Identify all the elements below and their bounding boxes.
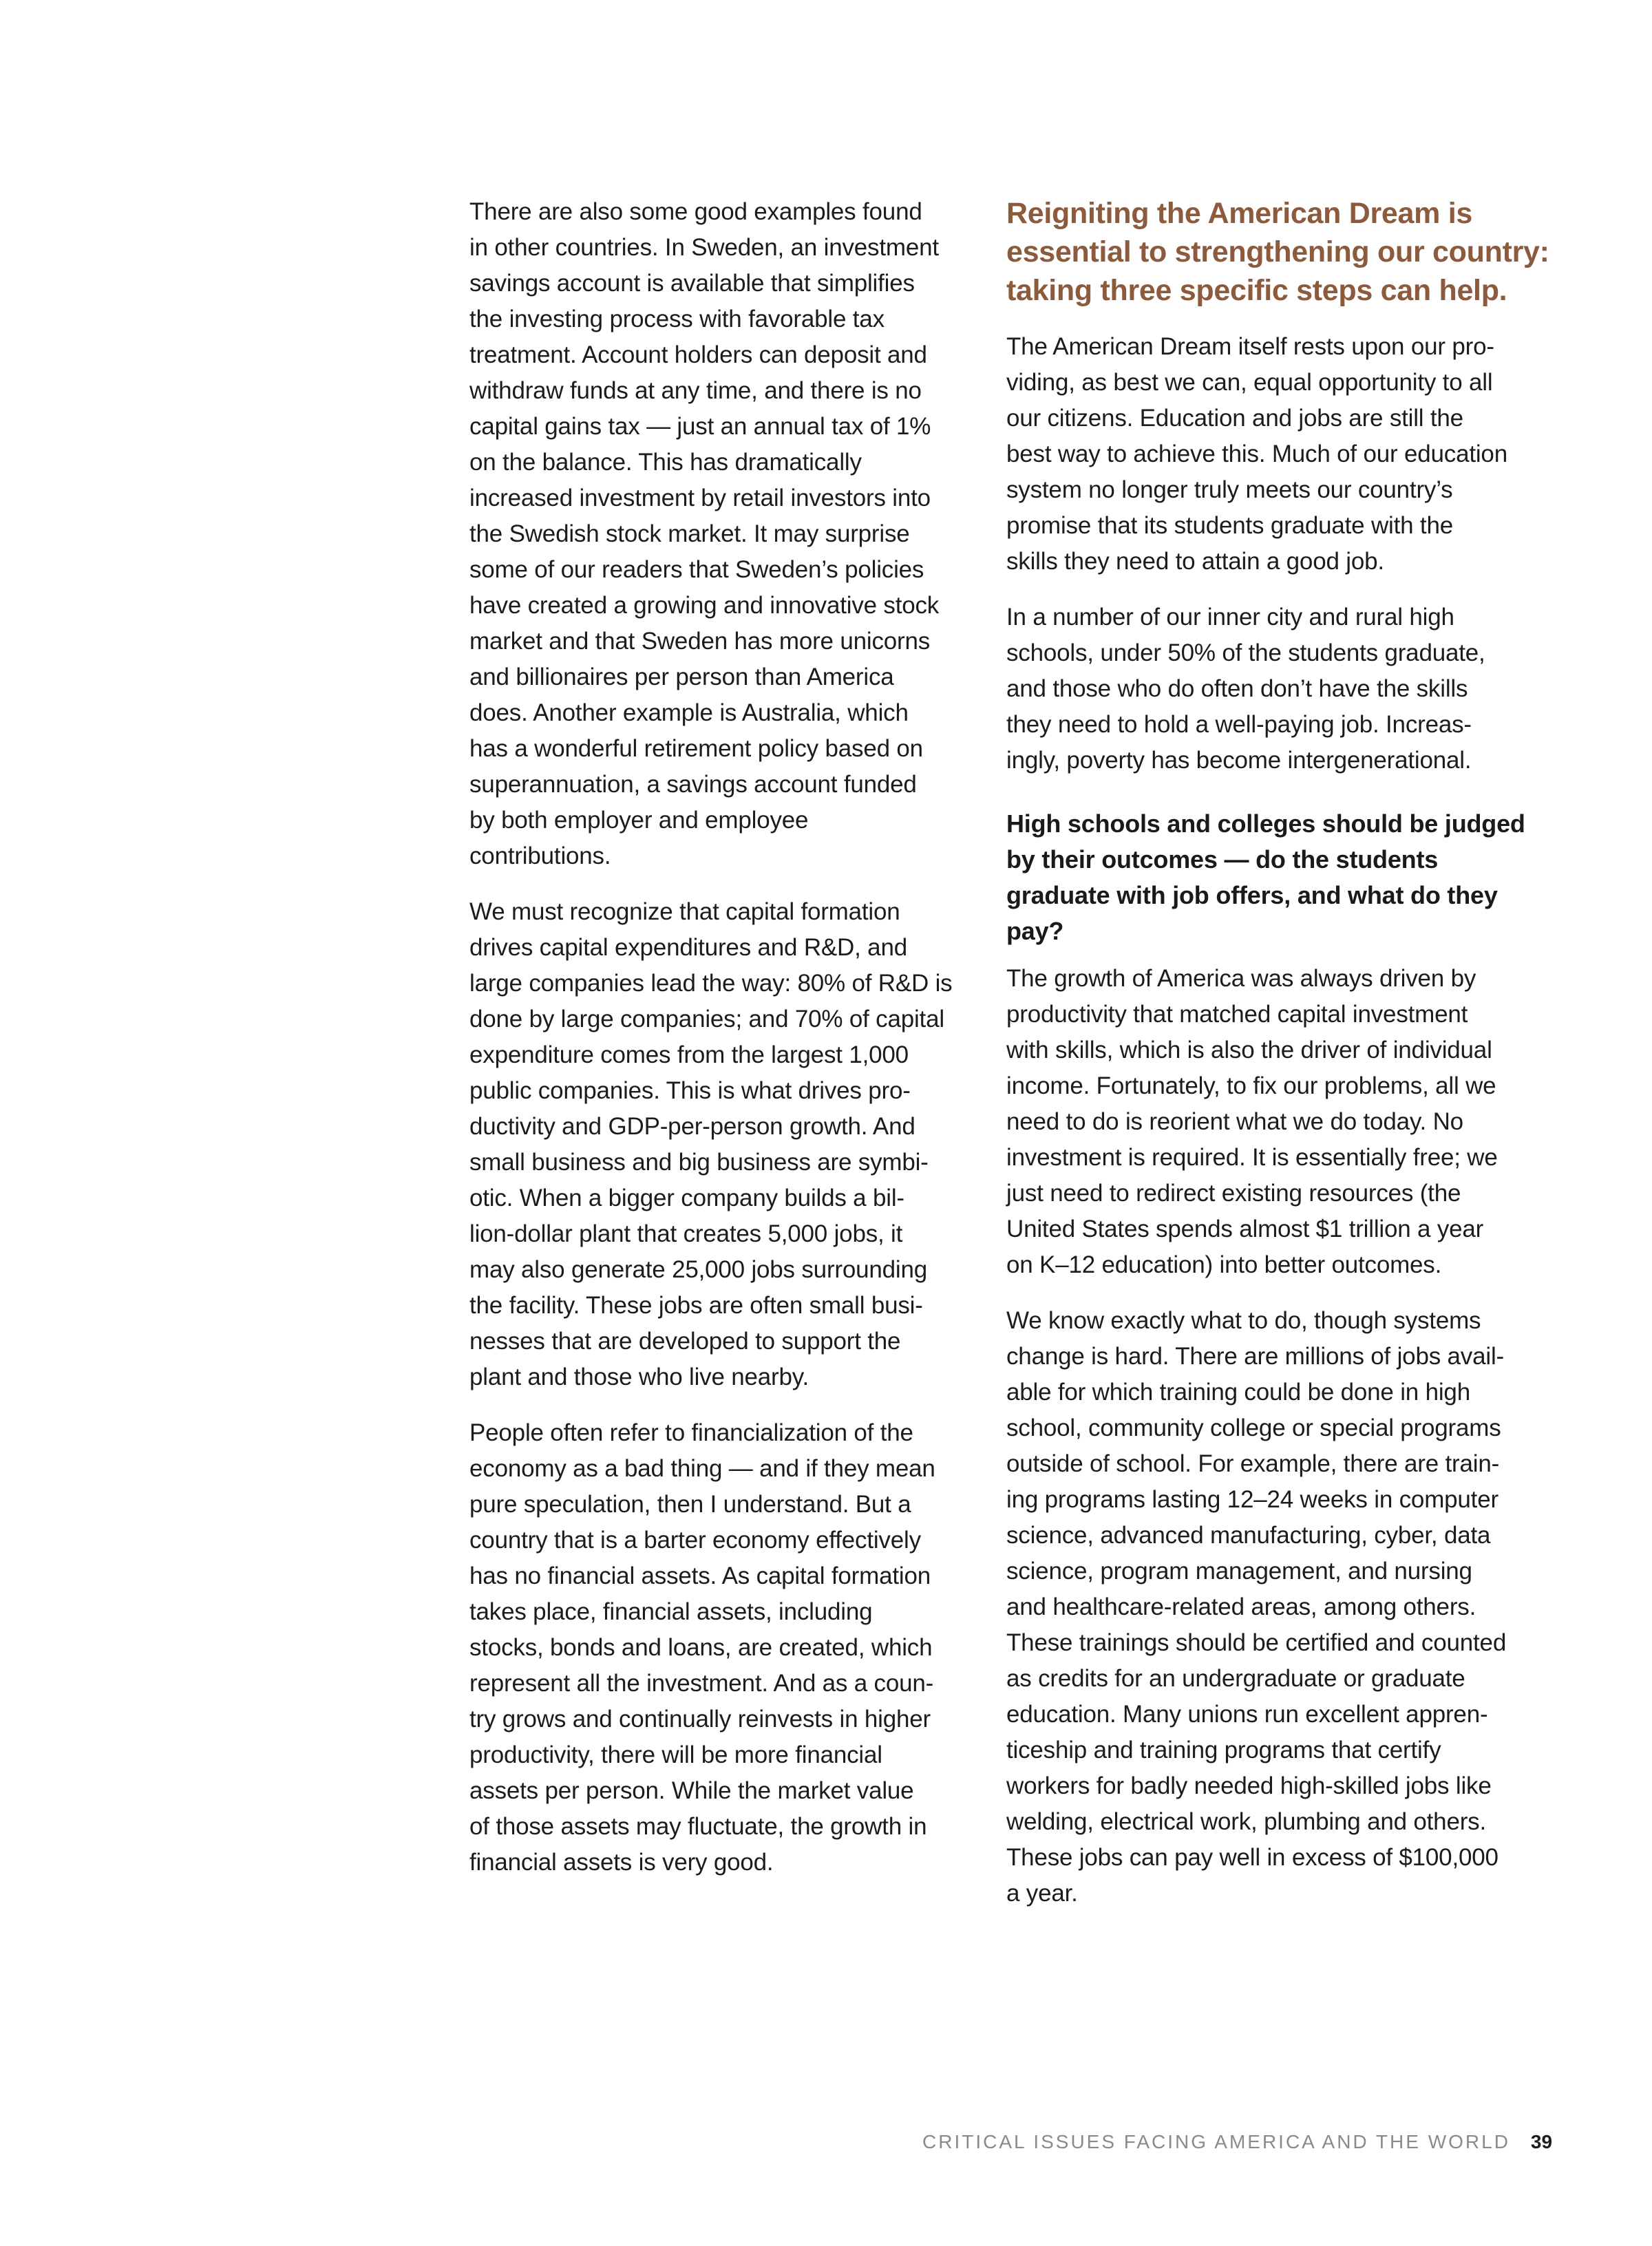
text-line: try grows and continually reinvests in higher — [469, 1706, 931, 1733]
left-text-column — [469, 194, 972, 1900]
text-line: and healthcare-related areas, among others. — [1006, 1593, 1476, 1620]
text-line: the Swedish stock market. It may surprise — [469, 520, 910, 547]
text-line: viding, as best we can, equal opportunity to all — [1006, 369, 1493, 396]
text-line: schools, under 50% of the students graduate, — [1006, 639, 1485, 666]
text-line: expenditure comes from the largest 1,000 — [469, 1041, 909, 1068]
text-line: market and that Sweden has more unicorns — [469, 628, 931, 655]
text-line: need to do is reorient what we do today. No — [1006, 1108, 1463, 1135]
text-line: stocks, bonds and loans, are created, which — [469, 1634, 933, 1661]
body-paragraph — [1006, 1303, 1543, 1911]
text-line: income. Fortunately, to fix our problems, all we — [1006, 1072, 1496, 1099]
text-line: In a number of our inner city and rural high — [1006, 604, 1454, 631]
text-line: some of our readers that Sweden’s policies — [469, 556, 924, 583]
text-line: withdraw funds at any time, and there is no — [469, 377, 922, 404]
text-line: skills they need to attain a good job. — [1006, 548, 1384, 575]
text-line: able for which training could be done in high — [1006, 1379, 1470, 1406]
bold-subheading — [1006, 806, 1543, 949]
text-line: on K–12 education) into better outcomes. — [1006, 1251, 1442, 1278]
text-line: does. Another example is Australia, which — [469, 699, 909, 726]
text-line: may also generate 25,000 jobs surrounding — [469, 1256, 928, 1283]
body-paragraph — [1006, 600, 1543, 778]
text-line: These trainings should be certified and counted — [1006, 1629, 1507, 1656]
text-line: system no longer truly meets our country’s — [1006, 476, 1453, 503]
text-line: in other countries. In Sweden, an investment — [469, 234, 939, 261]
text-line: We know exactly what to do, though systems — [1006, 1307, 1481, 1334]
text-line: small business and big business are symbi- — [469, 1149, 929, 1176]
text-line: represent all the investment. And as a coun- — [469, 1670, 934, 1697]
text-line: workers for badly needed high-skilled jobs like — [1006, 1772, 1492, 1799]
text-line: best way to achieve this. Much of our education — [1006, 441, 1507, 467]
text-line: The growth of America was always driven by — [1006, 965, 1476, 992]
text-line: Reigniting the American Dream is — [1006, 197, 1472, 230]
text-line: ductivity and GDP-per-person growth. And — [469, 1113, 915, 1140]
text-line: essential to strengthening our country: — [1006, 235, 1549, 268]
body-paragraph — [469, 894, 972, 1395]
text-line: country that is a barter economy effectively — [469, 1527, 921, 1554]
text-line: The American Dream itself rests upon our pro- — [1006, 333, 1494, 360]
text-line: as credits for an undergraduate or graduate — [1006, 1665, 1465, 1692]
text-line: have created a growing and innovative stock — [469, 592, 940, 619]
text-line: our citizens. Education and jobs are still the — [1006, 405, 1463, 432]
text-line: ing programs lasting 12–24 weeks in computer — [1006, 1486, 1499, 1513]
text-line: otic. When a bigger company builds a bil- — [469, 1185, 904, 1211]
text-line: and those who do often don’t have the skills — [1006, 675, 1468, 702]
text-line: increased investment by retail investors into — [469, 485, 931, 511]
section-headline — [1006, 194, 1549, 310]
text-line: large companies lead the way: 80% of R&D is — [469, 970, 953, 997]
text-line: People often refer to financialization of the — [469, 1419, 913, 1446]
text-line: a year. — [1006, 1880, 1078, 1907]
text-line: of those assets may fluctuate, the growth in — [469, 1813, 927, 1840]
text-line: economy as a bad thing — and if they mean — [469, 1455, 935, 1482]
text-line: takes place, financial assets, including — [469, 1598, 873, 1625]
text-line: productivity that matched capital investment — [1006, 1001, 1468, 1028]
text-line: These jobs can pay well in excess of $100,000 — [1006, 1844, 1499, 1871]
text-line: and billionaires per person than America — [469, 664, 894, 690]
text-line: superannuation, a savings account funded — [469, 771, 917, 798]
text-line: lion-dollar plant that creates 5,000 jobs, it — [469, 1220, 903, 1247]
text-line: school, community college or special programs — [1006, 1415, 1501, 1441]
text-line: the investing process with favorable tax — [469, 306, 885, 332]
text-line: taking three specific steps can help. — [1006, 274, 1507, 307]
text-line: investment is required. It is essentially free; we — [1006, 1144, 1498, 1171]
text-line: they need to hold a well-paying job. Increas- — [1006, 711, 1472, 738]
text-line: outside of school. For example, there are train- — [1006, 1450, 1500, 1477]
body-paragraph — [469, 194, 972, 874]
page-number: 39 — [1530, 2131, 1553, 2152]
text-line: contributions. — [469, 843, 611, 869]
text-line: has no financial assets. As capital formation — [469, 1562, 931, 1589]
text-line: assets per person. While the market value — [469, 1777, 914, 1804]
text-line: welding, electrical work, plumbing and others. — [1006, 1808, 1486, 1835]
text-line: done by large companies; and 70% of capital — [469, 1006, 944, 1032]
text-line: United States spends almost $1 trillion a year — [1006, 1216, 1484, 1242]
text-line: science, advanced manufacturing, cyber, data — [1006, 1522, 1491, 1549]
text-line: just need to redirect existing resources (the — [1006, 1180, 1461, 1207]
text-line: promise that its students graduate with the — [1006, 512, 1453, 539]
text-line: capital gains tax — just an annual tax of 1% — [469, 413, 931, 440]
text-line: has a wonderful retirement policy based on — [469, 735, 923, 762]
text-line: the facility. These jobs are often small busi- — [469, 1292, 923, 1319]
text-line: pay? — [1006, 917, 1064, 945]
text-line: change is hard. There are millions of jobs avail- — [1006, 1343, 1504, 1370]
text-line: savings account is available that simplifies — [469, 270, 915, 297]
text-line: ingly, poverty has become intergenerational. — [1006, 747, 1472, 774]
page-footer — [922, 2130, 1553, 2154]
text-line: drives capital expenditures and R&D, and — [469, 934, 907, 961]
body-paragraph — [469, 1415, 972, 1881]
text-line: with skills, which is also the driver of individual — [1006, 1037, 1492, 1063]
body-paragraph — [1006, 961, 1543, 1283]
text-line: nesses that are developed to support the — [469, 1328, 901, 1355]
text-line: We must recognize that capital formation — [469, 898, 900, 925]
text-line: graduate with job offers, and what do they — [1006, 881, 1498, 909]
text-line: on the balance. This has dramatically — [469, 449, 862, 476]
text-line: treatment. Account holders can deposit and — [469, 341, 927, 368]
text-line: by their outcomes — do the students — [1006, 845, 1439, 873]
body-paragraph — [1006, 329, 1543, 580]
text-line: public companies. This is what drives pro- — [469, 1077, 911, 1104]
text-line: plant and those who live nearby. — [469, 1364, 809, 1390]
right-text-column — [1006, 194, 1549, 1931]
text-line: ticeship and training programs that certify — [1006, 1737, 1441, 1763]
text-line: High schools and colleges should be judged — [1006, 809, 1525, 838]
text-line: education. Many unions run excellent appren- — [1006, 1701, 1488, 1728]
text-line: There are also some good examples found — [469, 198, 922, 225]
running-footer-title: CRITICAL ISSUES FACING AMERICA AND THE WORLD — [922, 2131, 1510, 2152]
text-line: by both employer and employee — [469, 807, 809, 834]
text-line: science, program management, and nursing — [1006, 1558, 1472, 1585]
text-line: pure speculation, then I understand. But a — [469, 1491, 911, 1518]
text-line: financial assets is very good. — [469, 1849, 774, 1876]
text-line: productivity, there will be more financial — [469, 1741, 882, 1768]
